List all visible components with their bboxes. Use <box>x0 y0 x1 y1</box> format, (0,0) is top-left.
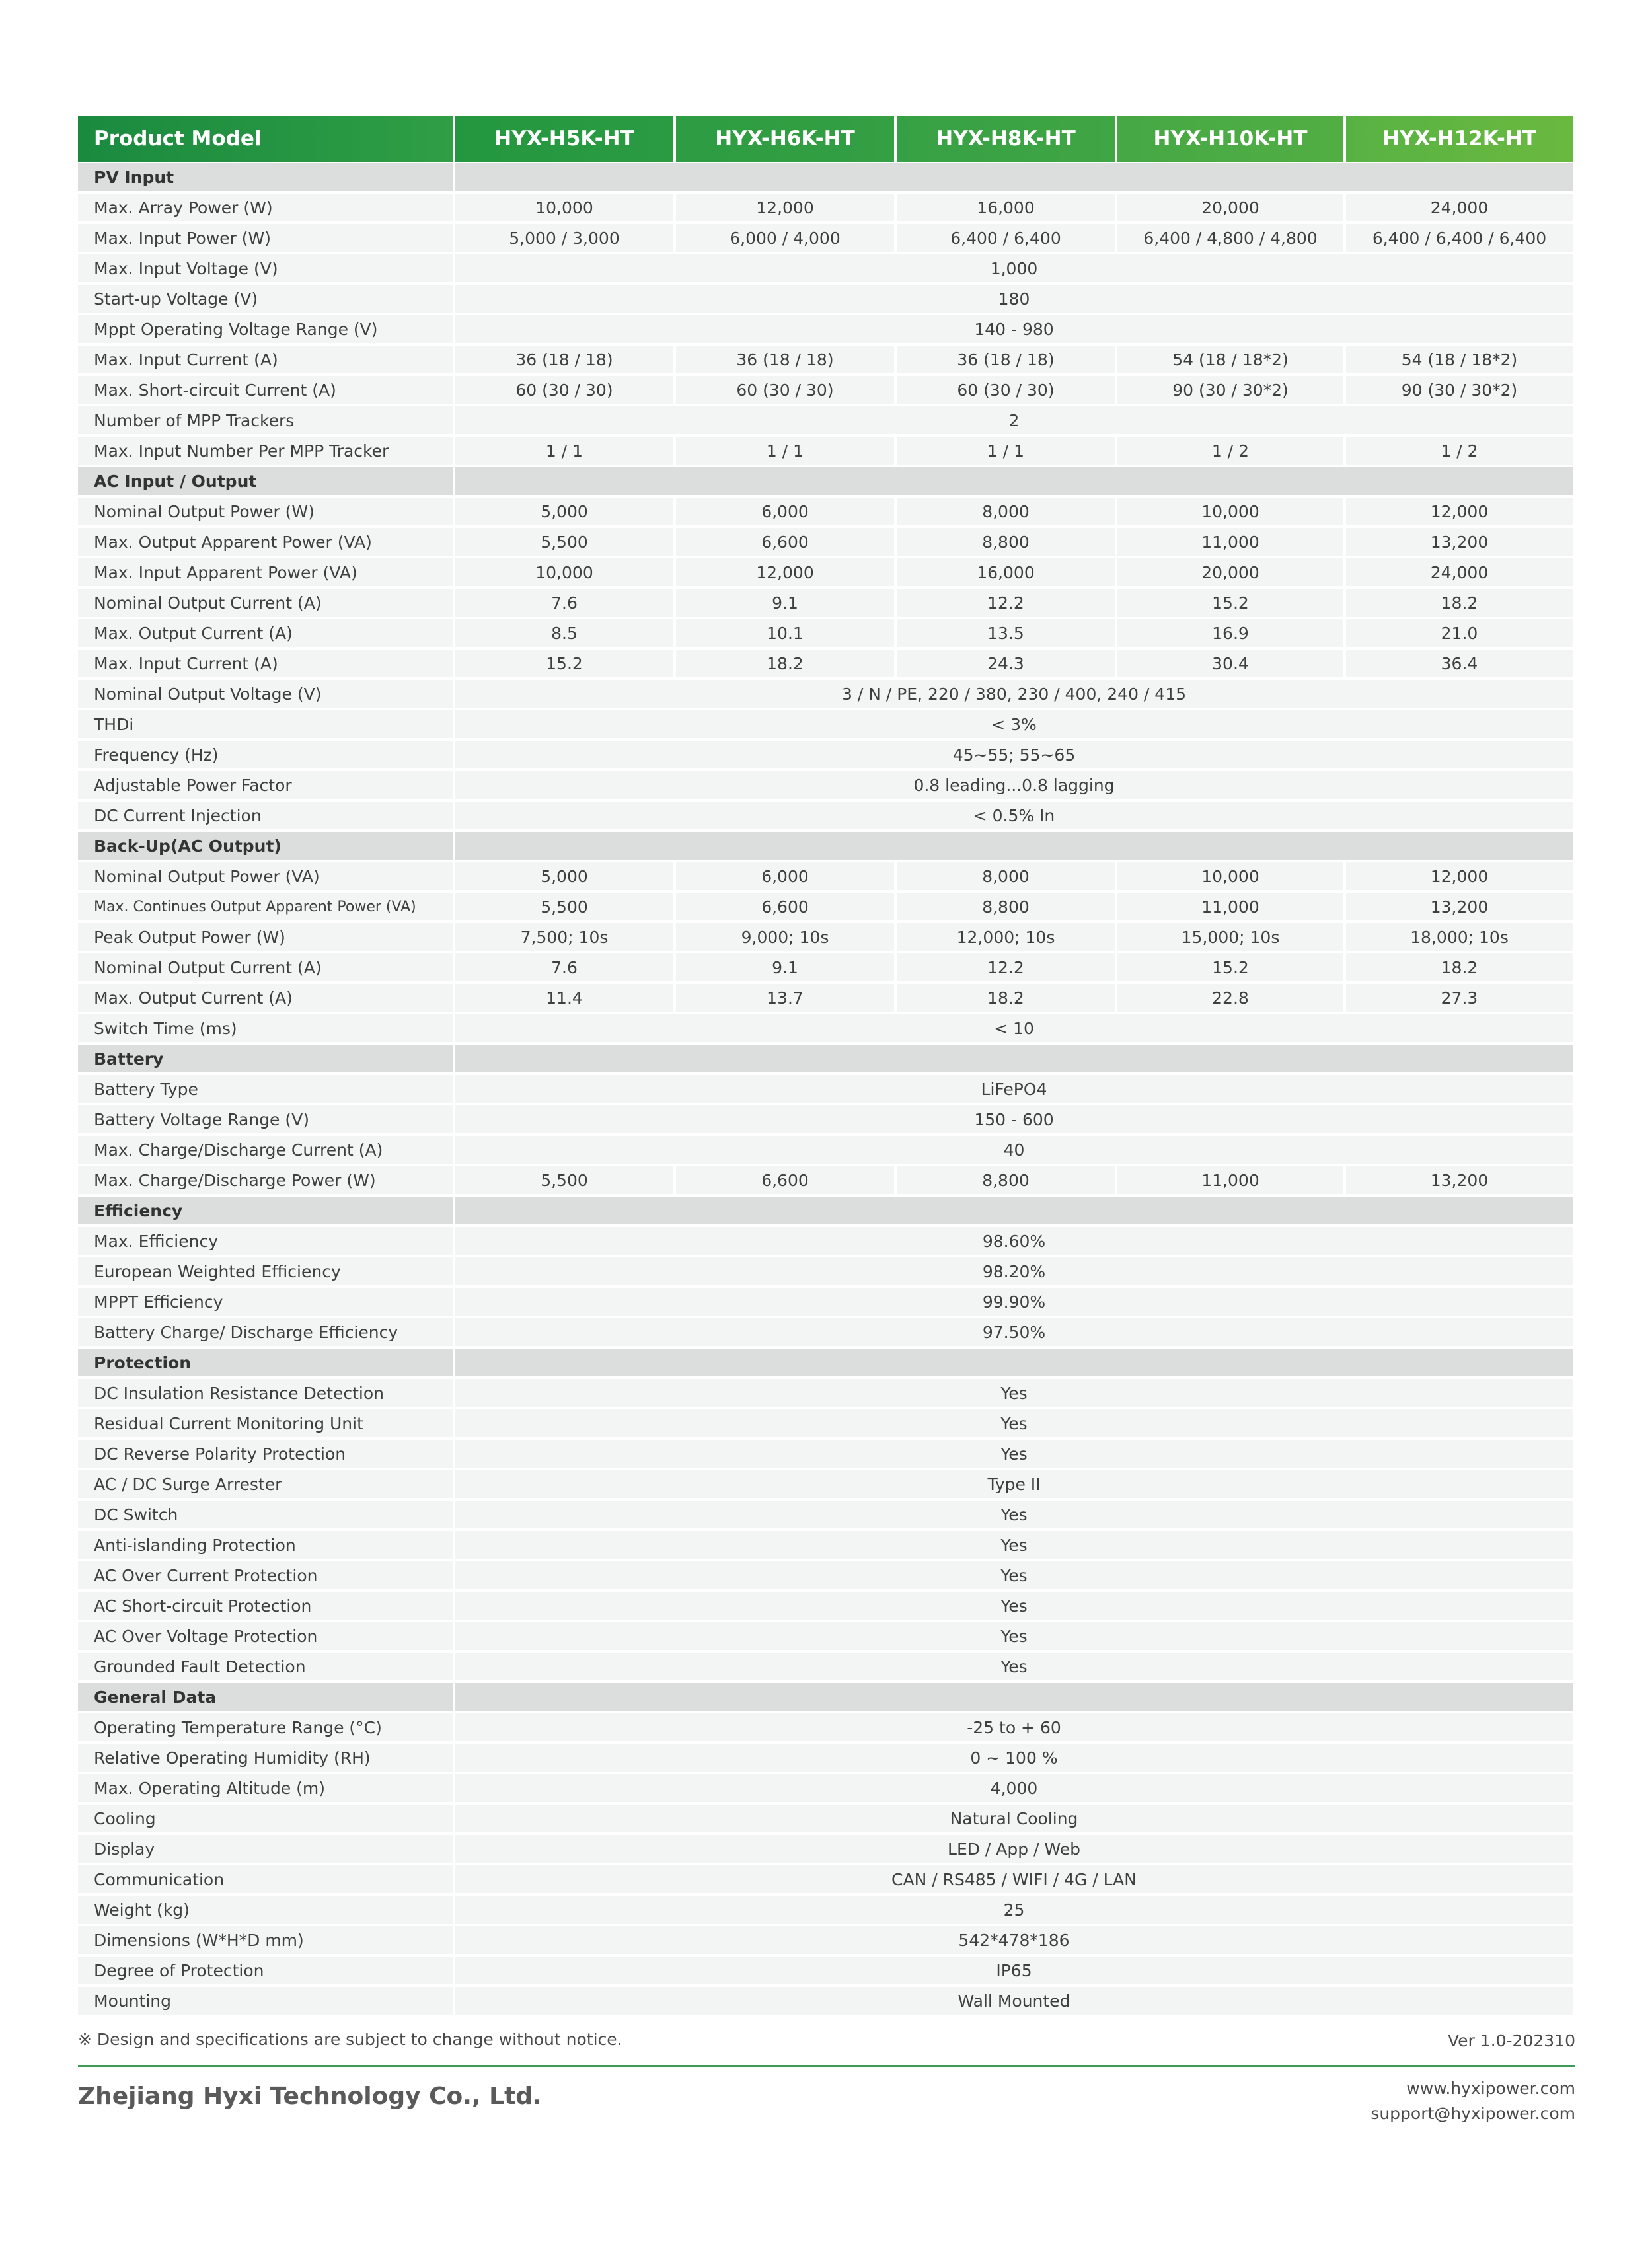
spec-value: 30.4 <box>1117 648 1343 679</box>
spec-value: 8,000 <box>897 496 1115 527</box>
spec-value: 12,000 <box>676 557 894 587</box>
spec-value: 1 / 2 <box>1117 435 1343 466</box>
spec-value: 24,000 <box>1346 192 1573 223</box>
website-link[interactable]: www.hyxipower.com <box>1406 2079 1575 2098</box>
spec-value-shared: 1,000 <box>455 253 1573 283</box>
spec-value: 1 / 1 <box>676 435 894 466</box>
spec-value: 8,800 <box>897 1165 1115 1195</box>
spec-value: 10,000 <box>1117 496 1343 527</box>
spec-row <box>78 861 1573 891</box>
spec-row <box>78 618 1573 648</box>
model-header: HYX-H5K-HT <box>455 116 673 162</box>
spec-value-shared: Wall Mounted <box>455 1986 1573 2016</box>
spec-row <box>78 253 1573 283</box>
spec-value: 13,200 <box>1346 891 1573 922</box>
spec-value-shared: 180 <box>455 283 1573 314</box>
spec-value: 24,000 <box>1346 557 1573 587</box>
spec-label: Nominal Output Voltage (V) <box>78 679 453 709</box>
spec-row <box>78 1104 1573 1135</box>
spec-label: Max. Input Number Per MPP Tracker <box>78 435 453 466</box>
spec-label: European Weighted Efficiency <box>78 1256 453 1287</box>
spec-value: 11.4 <box>455 983 673 1013</box>
spec-label: Communication <box>78 1864 453 1894</box>
spec-label: Adjustable Power Factor <box>78 770 453 800</box>
spec-value: 36 (18 / 18) <box>676 344 894 375</box>
spec-row <box>78 800 1573 831</box>
spec-row <box>78 192 1573 223</box>
spec-value: 12,000 <box>676 192 894 223</box>
spec-row <box>78 375 1573 405</box>
spec-row <box>78 1621 1573 1651</box>
spec-value: 5,000 <box>455 496 673 527</box>
spec-value: 5,000 / 3,000 <box>455 223 673 253</box>
section-header-row <box>78 1347 1573 1378</box>
spec-value-shared: LiFePO4 <box>455 1074 1573 1104</box>
spec-value: 16,000 <box>897 557 1115 587</box>
spec-value: 10,000 <box>1117 861 1343 891</box>
spec-row <box>78 1834 1573 1864</box>
spec-table <box>75 116 1575 2016</box>
company-name: Zhejiang Hyxi Technology Co., Ltd. <box>78 2083 542 2110</box>
spec-label: Nominal Output Current (A) <box>78 587 453 618</box>
spec-value-shared: 0 ~ 100 % <box>455 1742 1573 1773</box>
spec-label: Battery Charge/ Discharge Efficiency <box>78 1317 453 1347</box>
spec-row <box>78 527 1573 557</box>
spec-row <box>78 1469 1573 1499</box>
spec-value: 12.2 <box>897 587 1115 618</box>
spec-value: 22.8 <box>1117 983 1343 1013</box>
spec-value: 13.7 <box>676 983 894 1013</box>
spec-value: 20,000 <box>1117 557 1343 587</box>
spec-label: AC Short-circuit Protection <box>78 1590 453 1621</box>
spec-label: Max. Charge/Discharge Current (A) <box>78 1135 453 1165</box>
spec-label: Nominal Output Current (A) <box>78 952 453 983</box>
spec-value: 36 (18 / 18) <box>897 344 1115 375</box>
spec-label: Display <box>78 1834 453 1864</box>
section-title: Protection <box>78 1347 453 1378</box>
spec-row <box>78 1712 1573 1742</box>
spec-row <box>78 1530 1573 1560</box>
spec-row <box>78 1651 1573 1682</box>
spec-value: 12,000 <box>1346 496 1573 527</box>
spec-value-shared: Yes <box>455 1651 1573 1682</box>
spec-row <box>78 1590 1573 1621</box>
spec-value: 6,600 <box>676 891 894 922</box>
spec-label: Battery Voltage Range (V) <box>78 1104 453 1135</box>
header-row <box>78 116 1573 162</box>
section-header-row <box>78 1043 1573 1074</box>
section-header-row <box>78 162 1573 192</box>
section-fill <box>455 1682 1573 1712</box>
section-fill <box>455 1347 1573 1378</box>
spec-value: 11,000 <box>1117 1165 1343 1195</box>
spec-value: 15.2 <box>1117 952 1343 983</box>
spec-label: DC Reverse Polarity Protection <box>78 1439 453 1469</box>
spec-value-shared: 140 - 980 <box>455 314 1573 344</box>
spec-row <box>78 770 1573 800</box>
spec-value: 90 (30 / 30*2) <box>1346 375 1573 405</box>
spec-value: 8,800 <box>897 891 1115 922</box>
spec-row <box>78 283 1573 314</box>
spec-label: DC Current Injection <box>78 800 453 831</box>
spec-value: 11,000 <box>1117 527 1343 557</box>
spec-label: DC Switch <box>78 1499 453 1530</box>
spec-row <box>78 679 1573 709</box>
spec-value: 8.5 <box>455 618 673 648</box>
spec-row <box>78 1803 1573 1834</box>
spec-row <box>78 1894 1573 1925</box>
spec-value: 6,400 / 4,800 / 4,800 <box>1117 223 1343 253</box>
spec-label: Number of MPP Trackers <box>78 405 453 435</box>
spec-value: 6,000 <box>676 861 894 891</box>
spec-value: 5,500 <box>455 527 673 557</box>
section-header-row <box>78 1195 1573 1226</box>
section-title: Back-Up(AC Output) <box>78 831 453 861</box>
spec-value: 11,000 <box>1117 891 1343 922</box>
section-fill <box>455 162 1573 192</box>
spec-value: 10,000 <box>455 192 673 223</box>
spec-row <box>78 1864 1573 1894</box>
version-label: Ver 1.0-202310 <box>1448 2031 1575 2050</box>
spec-value: 16.9 <box>1117 618 1343 648</box>
spec-value: 7.6 <box>455 587 673 618</box>
spec-value: 1 / 1 <box>455 435 673 466</box>
spec-row <box>78 1742 1573 1773</box>
spec-row <box>78 1256 1573 1287</box>
spec-value: 18.2 <box>676 648 894 679</box>
spec-value: 12,000; 10s <box>897 922 1115 952</box>
contact-info <box>1370 2076 1575 2126</box>
spec-label: Max. Short-circuit Current (A) <box>78 375 453 405</box>
spec-row <box>78 344 1573 375</box>
spec-value: 13,200 <box>1346 1165 1573 1195</box>
spec-label: Nominal Output Power (W) <box>78 496 453 527</box>
spec-value-shared: CAN / RS485 / WIFI / 4G / LAN <box>455 1864 1573 1894</box>
section-fill <box>455 1195 1573 1226</box>
spec-value: 13,200 <box>1346 527 1573 557</box>
spec-value-shared: 98.20% <box>455 1256 1573 1287</box>
section-title: Battery <box>78 1043 453 1074</box>
spec-value-shared: 3 / N / PE, 220 / 380, 230 / 400, 240 / 415 <box>455 679 1573 709</box>
spec-value: 12,000 <box>1346 861 1573 891</box>
spec-label: DC Insulation Resistance Detection <box>78 1378 453 1408</box>
spec-row <box>78 557 1573 587</box>
spec-row <box>78 435 1573 466</box>
spec-row <box>78 922 1573 952</box>
spec-value-shared: Yes <box>455 1621 1573 1651</box>
spec-value-shared: -25 to + 60 <box>455 1712 1573 1742</box>
spec-row <box>78 648 1573 679</box>
spec-value: 5,500 <box>455 891 673 922</box>
section-fill <box>455 1043 1573 1074</box>
spec-value: 36.4 <box>1346 648 1573 679</box>
spec-row <box>78 1439 1573 1469</box>
spec-value-shared: Natural Cooling <box>455 1803 1573 1834</box>
spec-value-shared: Type II <box>455 1469 1573 1499</box>
spec-value: 36 (18 / 18) <box>455 344 673 375</box>
spec-value: 60 (30 / 30) <box>676 375 894 405</box>
spec-value: 6,400 / 6,400 / 6,400 <box>1346 223 1573 253</box>
spec-value: 60 (30 / 30) <box>455 375 673 405</box>
section-fill <box>455 831 1573 861</box>
spec-value-shared: 97.50% <box>455 1317 1573 1347</box>
spec-value-shared: 25 <box>455 1894 1573 1925</box>
spec-row <box>78 1560 1573 1590</box>
section-header-row <box>78 466 1573 496</box>
spec-label: Degree of Protection <box>78 1955 453 1986</box>
spec-value: 15,000; 10s <box>1117 922 1343 952</box>
spec-value: 1 / 2 <box>1346 435 1573 466</box>
section-title: AC Input / Output <box>78 466 453 496</box>
spec-value-shared: Yes <box>455 1560 1573 1590</box>
spec-label: Max. Output Current (A) <box>78 983 453 1013</box>
spec-row <box>78 739 1573 770</box>
spec-value-shared: 2 <box>455 405 1573 435</box>
spec-row <box>78 1408 1573 1439</box>
spec-label: Anti-islanding Protection <box>78 1530 453 1560</box>
spec-label: Battery Type <box>78 1074 453 1104</box>
spec-value-shared: IP65 <box>455 1955 1573 1986</box>
spec-label: Max. Array Power (W) <box>78 192 453 223</box>
spec-value-shared: 99.90% <box>455 1287 1573 1317</box>
spec-value: 13.5 <box>897 618 1115 648</box>
spec-label: Residual Current Monitoring Unit <box>78 1408 453 1439</box>
section-header-row <box>78 1682 1573 1712</box>
spec-label: Max. Efficiency <box>78 1226 453 1256</box>
spec-value-shared: 150 - 600 <box>455 1104 1573 1135</box>
spec-label: Max. Input Apparent Power (VA) <box>78 557 453 587</box>
spec-value: 6,400 / 6,400 <box>897 223 1115 253</box>
spec-value-shared: Yes <box>455 1408 1573 1439</box>
spec-label: Max. Input Voltage (V) <box>78 253 453 283</box>
spec-value: 7.6 <box>455 952 673 983</box>
disclaimer-notice: ※ Design and specifications are subject to change without notice. <box>78 2030 622 2049</box>
spec-label: Start-up Voltage (V) <box>78 283 453 314</box>
spec-row <box>78 952 1573 983</box>
spec-row <box>78 587 1573 618</box>
spec-value: 18.2 <box>1346 587 1573 618</box>
spec-value: 18.2 <box>897 983 1115 1013</box>
spec-label: Max. Input Current (A) <box>78 648 453 679</box>
spec-row <box>78 1499 1573 1530</box>
spec-label: Weight (kg) <box>78 1894 453 1925</box>
spec-value-shared: < 3% <box>455 709 1573 739</box>
spec-label: Max. Charge/Discharge Power (W) <box>78 1165 453 1195</box>
spec-value: 60 (30 / 30) <box>897 375 1115 405</box>
spec-row <box>78 1986 1573 2016</box>
spec-value: 9,000; 10s <box>676 922 894 952</box>
spec-label: THDi <box>78 709 453 739</box>
spec-row <box>78 1317 1573 1347</box>
spec-value-shared: 98.60% <box>455 1226 1573 1256</box>
spec-label: Max. Continues Output Apparent Power (VA) <box>78 891 453 922</box>
support-email[interactable]: support@hyxipower.com <box>1370 2104 1575 2123</box>
spec-row <box>78 1074 1573 1104</box>
spec-label: AC Over Current Protection <box>78 1560 453 1590</box>
spec-label: Frequency (Hz) <box>78 739 453 770</box>
spec-row <box>78 891 1573 922</box>
spec-label: Operating Temperature Range (°C) <box>78 1712 453 1742</box>
spec-value: 21.0 <box>1346 618 1573 648</box>
spec-value-shared: Yes <box>455 1378 1573 1408</box>
spec-value: 90 (30 / 30*2) <box>1117 375 1343 405</box>
spec-value: 6,000 / 4,000 <box>676 223 894 253</box>
section-fill <box>455 466 1573 496</box>
section-title: General Data <box>78 1682 453 1712</box>
spec-label: Relative Operating Humidity (RH) <box>78 1742 453 1773</box>
spec-value-shared: < 0.5% In <box>455 800 1573 831</box>
spec-row <box>78 314 1573 344</box>
spec-row <box>78 496 1573 527</box>
spec-value-shared: 40 <box>455 1135 1573 1165</box>
spec-row <box>78 405 1573 435</box>
spec-value: 8,800 <box>897 527 1115 557</box>
spec-row <box>78 1925 1573 1955</box>
spec-row <box>78 709 1573 739</box>
spec-label: Mppt Operating Voltage Range (V) <box>78 314 453 344</box>
spec-value: 18.2 <box>1346 952 1573 983</box>
footer-divider <box>78 2065 1575 2067</box>
spec-value: 7,500; 10s <box>455 922 673 952</box>
spec-label: Max. Output Apparent Power (VA) <box>78 527 453 557</box>
spec-value: 5,000 <box>455 861 673 891</box>
model-header: HYX-H8K-HT <box>897 116 1115 162</box>
section-title: PV Input <box>78 162 453 192</box>
section-title: Efficiency <box>78 1195 453 1226</box>
spec-label: Nominal Output Power (VA) <box>78 861 453 891</box>
spec-value: 10.1 <box>676 618 894 648</box>
spec-value-shared: 4,000 <box>455 1773 1573 1803</box>
spec-row <box>78 1013 1573 1043</box>
spec-label: Peak Output Power (W) <box>78 922 453 952</box>
spec-value: 15.2 <box>1117 587 1343 618</box>
spec-label: Dimensions (W*H*D mm) <box>78 1925 453 1955</box>
spec-value-shared: < 10 <box>455 1013 1573 1043</box>
spec-label: Cooling <box>78 1803 453 1834</box>
spec-value-shared: LED / App / Web <box>455 1834 1573 1864</box>
spec-value: 12.2 <box>897 952 1115 983</box>
spec-row <box>78 1378 1573 1408</box>
spec-value: 10,000 <box>455 557 673 587</box>
spec-value-shared: 0.8 leading...0.8 lagging <box>455 770 1573 800</box>
spec-value: 6,000 <box>676 496 894 527</box>
spec-body <box>78 162 1573 2016</box>
model-header: HYX-H12K-HT <box>1346 116 1573 162</box>
spec-label: Max. Output Current (A) <box>78 618 453 648</box>
spec-value-shared: Yes <box>455 1530 1573 1560</box>
spec-value: 9.1 <box>676 587 894 618</box>
section-header-row <box>78 831 1573 861</box>
spec-label: Switch Time (ms) <box>78 1013 453 1043</box>
spec-value-shared: Yes <box>455 1499 1573 1530</box>
spec-label: Max. Operating Altitude (m) <box>78 1773 453 1803</box>
spec-value: 54 (18 / 18*2) <box>1117 344 1343 375</box>
spec-label: AC / DC Surge Arrester <box>78 1469 453 1499</box>
spec-value-shared: Yes <box>455 1590 1573 1621</box>
spec-value: 9.1 <box>676 952 894 983</box>
model-header: HYX-H6K-HT <box>676 116 894 162</box>
spec-label: Mounting <box>78 1986 453 2016</box>
spec-value: 27.3 <box>1346 983 1573 1013</box>
spec-row <box>78 1773 1573 1803</box>
spec-value: 18,000; 10s <box>1346 922 1573 952</box>
spec-label: AC Over Voltage Protection <box>78 1621 453 1651</box>
spec-value: 8,000 <box>897 861 1115 891</box>
spec-row <box>78 983 1573 1013</box>
spec-value: 15.2 <box>455 648 673 679</box>
spec-row <box>78 1165 1573 1195</box>
spec-value: 6,600 <box>676 1165 894 1195</box>
spec-row <box>78 1135 1573 1165</box>
spec-label: Grounded Fault Detection <box>78 1651 453 1682</box>
spec-value-shared: 542*478*186 <box>455 1925 1573 1955</box>
spec-value-shared: Yes <box>455 1439 1573 1469</box>
spec-value: 54 (18 / 18*2) <box>1346 344 1573 375</box>
spec-label: MPPT Efficiency <box>78 1287 453 1317</box>
spec-value: 16,000 <box>897 192 1115 223</box>
spec-value: 6,600 <box>676 527 894 557</box>
spec-row <box>78 1226 1573 1256</box>
model-header: HYX-H10K-HT <box>1117 116 1343 162</box>
spec-label: Max. Input Current (A) <box>78 344 453 375</box>
spec-value: 1 / 1 <box>897 435 1115 466</box>
spec-row <box>78 1955 1573 1986</box>
product-model-header: Product Model <box>78 116 453 162</box>
spec-label: Max. Input Power (W) <box>78 223 453 253</box>
spec-value: 20,000 <box>1117 192 1343 223</box>
spec-row <box>78 223 1573 253</box>
spec-value-shared: 45~55; 55~65 <box>455 739 1573 770</box>
spec-value: 5,500 <box>455 1165 673 1195</box>
spec-value: 24.3 <box>897 648 1115 679</box>
spec-row <box>78 1287 1573 1317</box>
